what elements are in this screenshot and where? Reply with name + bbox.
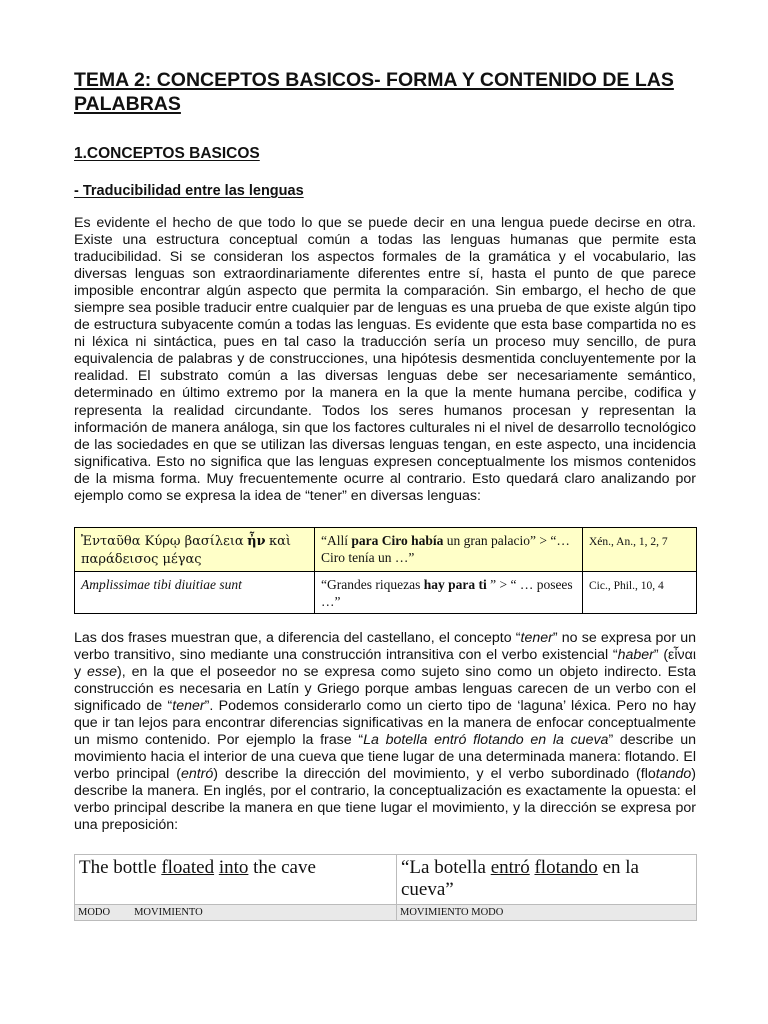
translation-cell — [315, 527, 583, 571]
text-run: “La botella — [401, 857, 486, 879]
translation-bold: hay para ti — [423, 576, 487, 592]
text-run: ) describe la dirección del movimiento, y el verbo subordinado (flo — [213, 766, 656, 783]
italic-term: entró — [180, 766, 214, 783]
text-run: ), en la que el poseedor no se expresa como sujeto sino como un objeto indirecto. Esta construcción es necesaria en Latín y Griego porque ambas lenguas carecen de un verbo con el significado de “ — [74, 663, 696, 714]
text-run: ” describe un movimiento hacia el interior de una cueva que tiene lugar de una determinada manera: flotando. El verbo principal ( — [74, 732, 697, 783]
greek-text: Ἐνταῦθα Κύρῳ βασίλεια — [81, 533, 244, 549]
translation-bold: para Ciro había — [351, 532, 444, 548]
translation-text: “Grandes riquezas — [321, 576, 421, 592]
text-run: The bottle — [79, 857, 157, 879]
text-run: the cave — [253, 857, 316, 879]
label-cell-left — [75, 905, 397, 921]
examples-table — [74, 527, 697, 614]
section-heading: 1.CONCEPTOS BASICOS — [74, 145, 260, 162]
italic-term: tener — [172, 697, 205, 714]
table-row — [75, 571, 697, 613]
table-row — [75, 905, 697, 921]
translation-text-rest: un gran palacio” > “… Ciro tenía un …” — [321, 532, 570, 565]
label-cell-right: MOVIMIENTO MODO — [397, 905, 697, 921]
paragraph-2 — [74, 630, 696, 835]
text-run: ” no se expresa por un verbo transitivo, sino mediante una construcción intransitiva con el verbo existencial “ — [74, 629, 696, 663]
greek-bold-verb: ἦν — [247, 533, 266, 549]
document-title: TEMA 2: CONCEPTOS BASICOS- FORMA Y CONTENIDO DE LAS PALABRAS — [74, 69, 674, 115]
document-page — [74, 68, 696, 921]
table-row — [75, 855, 697, 905]
italic-term: tener — [520, 629, 553, 646]
underlined-word: flotando — [534, 857, 598, 879]
italic-term: haber — [617, 646, 654, 663]
paragraph-1: Es evidente el hecho de que todo lo que se puede decir en una lengua puede decirse en otra. Existe una estructura conceptual común a todas las lenguas humanas que permite esta traducibilidad. Si se consideran los aspectos formales de la gramática y el vocabulario, las diversas lenguas son extraordinariamente diferentes entre sí, hasta el punto de que parece imposible encontrar algún aspecto que permita la comparación. Sin embargo, el hecho de que siempre sea posible traducir entre cualquier par de lenguas es una prueba de que existe algún tipo de estructura subyacente común a todas las lenguas. Es evidente que esta base compartida no es ni léxica ni sintáctica, pues en tal caso la traducción sería un proceso muy sencillo, de pura equivalencia de palabras y de construcciones, una hipótesis desmentida concluyentemente por la realidad. El substrato común a las diversas lenguas debe ser necesariamente semántico, determinado en último extremo por la manera en la que la mente humana percibe, codifica y representa la realidad circundante. Todos los seres humanos procesan y representan la información de manera análoga, sin que los factores culturales ni el nivel de desarrollo tecnológico de las sociedades en que se utilizan las diversas lenguas tengan, en este aspecto, una incidencia significativa. Esto no significa que las lenguas expresen conceptualmente los mismos contenidos de la misma forma. Muy frecuentemente ocurre al contrario. Esto quedará claro analizando por ejemplo como se expresa la idea de “tener” en diversas lenguas: — [74, 215, 696, 504]
text-run: Las dos frases muestran que, a diferencia del castellano, el concepto “ — [74, 629, 521, 646]
italic-term: tando — [655, 766, 692, 783]
text-run: ”. Podemos considerarlo como un cierto tipo de ‘laguna’ léxica. Pero no hay que ir tan lejos para encontrar diferencias significativas en la manera de enfocar conceptualmente un mismo contenido. Por ejemplo la frase “ — [74, 697, 696, 749]
label-modo: MODO — [78, 907, 111, 919]
underlined-word: floated — [161, 857, 215, 879]
underlined-word: into — [218, 857, 249, 879]
translation-text: “Allí — [321, 532, 348, 548]
motion-table — [74, 854, 697, 921]
underlined-word: entró — [490, 857, 530, 879]
table-row — [75, 527, 697, 571]
latin-text: Amplissimae tibi diuitiae sunt — [81, 576, 242, 592]
label-movimiento: MOVIMIENTO — [134, 907, 203, 919]
subsection-heading: - Traducibilidad entre las lenguas — [74, 183, 304, 199]
text-run: ” (εἶναι y — [74, 646, 696, 680]
greek-source-cell — [75, 527, 315, 571]
english-sentence-cell — [75, 855, 397, 905]
translation-text-rest: ” > “ … posees …” — [321, 576, 573, 609]
greek-text-rest: καὶ παράδεισος μέγας — [81, 533, 291, 567]
text-run: en la cueva” — [401, 857, 639, 901]
spanish-sentence-cell — [397, 855, 697, 905]
reference-cell: Xén., An., 1, 2, 7 — [583, 527, 697, 571]
italic-term: esse — [87, 663, 117, 680]
reference-cell: Cic., Phil., 10, 4 — [583, 571, 697, 613]
italic-phrase: La botella entró flotando en la cueva — [363, 732, 609, 749]
latin-source-cell — [75, 571, 315, 613]
translation-cell — [315, 571, 583, 613]
text-run: ) describe la manera. En inglés, por el contrario, la conceptualización es exactamente la opuesta: el verbo principal describe la manera en que tiene lugar el movimiento, y la dirección se expresa por una preposición: — [74, 766, 697, 834]
